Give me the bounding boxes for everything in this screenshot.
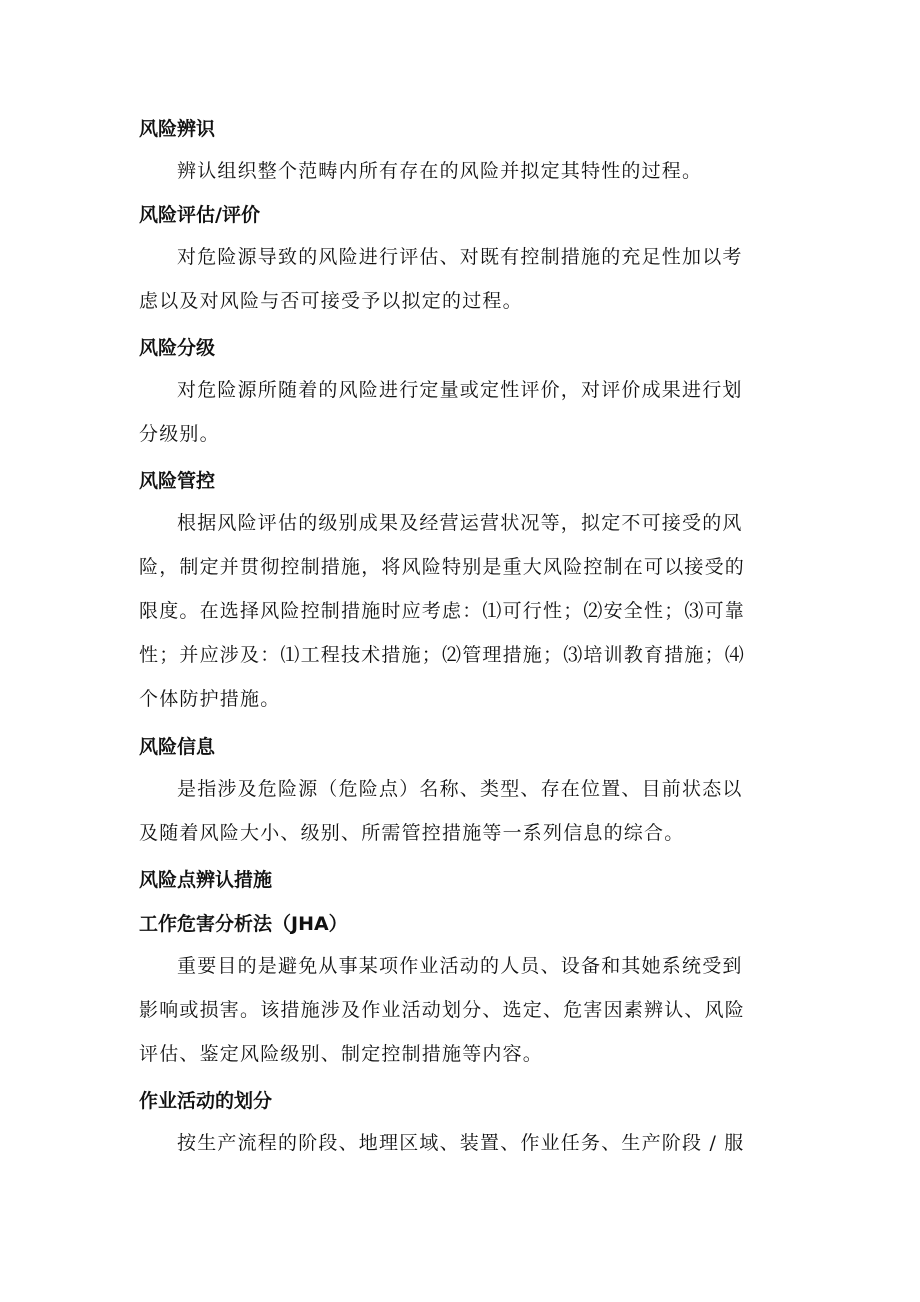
paragraph-line: 个体防护措施。 xyxy=(139,688,281,710)
paragraph-line: 评估、鉴定风险级别、制定控制措施等内容。 xyxy=(139,1043,544,1065)
section-heading: 风险信息 xyxy=(139,736,216,758)
paragraph-line: 辨认组织整个范畴内所有存在的风险并拟定其特性的过程。 xyxy=(177,160,703,182)
paragraph-line: 及随着风险大小、级别、所需管控措施等一系列信息的综合。 xyxy=(139,822,685,844)
section-paragraph xyxy=(139,767,784,855)
section-risk-control xyxy=(139,470,784,492)
paragraph-line: 分级别。 xyxy=(139,423,220,445)
section-heading: 风险点辨认措施 xyxy=(139,869,273,891)
paragraph-line: 重要目的是避免从事某项作业活动的人员、设备和其她系统受到 xyxy=(177,955,743,977)
section-heading: 风险管控 xyxy=(139,470,216,492)
section-heading: 风险辨识 xyxy=(139,118,216,140)
paragraph-line: 性；并应涉及：⑴工程技术措施；⑵管理措施；⑶培训教育措施；⑷ xyxy=(139,644,746,666)
section-risk-information xyxy=(139,736,784,758)
section-paragraph xyxy=(139,368,784,456)
paragraph-line: 影响或损害。该措施涉及作业活动划分、选定、危害因素辨认、风险 xyxy=(139,999,746,1021)
section-heading: 风险评估/评价 xyxy=(139,204,260,226)
section-jha xyxy=(139,913,784,935)
paragraph-line: 险，制定并贯彻控制措施，将风险特别是重大风险控制在可以接受的 xyxy=(139,556,746,578)
paragraph-line: 限度。在选择风险控制措施时应考虑：⑴可行性；⑵安全性；⑶可靠 xyxy=(139,600,746,622)
paragraph-line: 对危险源所随着的风险进行定量或定性评价，对评价成果进行划 xyxy=(177,379,743,401)
section-heading: 风险分级 xyxy=(139,337,216,359)
paragraph-line: 虑以及对风险与否可接受予以拟定的过程。 xyxy=(139,290,523,312)
section-risk-grading xyxy=(139,337,784,359)
section-risk-assessment xyxy=(139,204,784,226)
section-paragraph xyxy=(139,235,784,323)
section-risk-point-identification xyxy=(139,869,784,891)
paragraph-line: 对危险源导致的风险进行评估、对既有控制措施的充足性加以考 xyxy=(177,246,743,268)
paragraph-line: 是指涉及危险源（危险点）名称、类型、存在位置、目前状态以 xyxy=(177,778,743,800)
section-paragraph xyxy=(139,1121,784,1165)
paragraph-line: 根据风险评估的级别成果及经营运营状况等，拟定不可接受的风 xyxy=(177,512,743,534)
section-risk-identification xyxy=(139,118,784,140)
section-paragraph xyxy=(139,501,784,721)
section-activity-division xyxy=(139,1090,784,1112)
paragraph-line: 按生产流程的阶段、地理区域、装置、作业任务、生产阶段 / 服 xyxy=(177,1132,745,1154)
section-paragraph xyxy=(139,149,784,193)
section-heading: 工作危害分析法（JHA） xyxy=(139,913,348,935)
section-heading: 作业活动的划分 xyxy=(139,1090,273,1112)
section-paragraph xyxy=(139,944,784,1076)
